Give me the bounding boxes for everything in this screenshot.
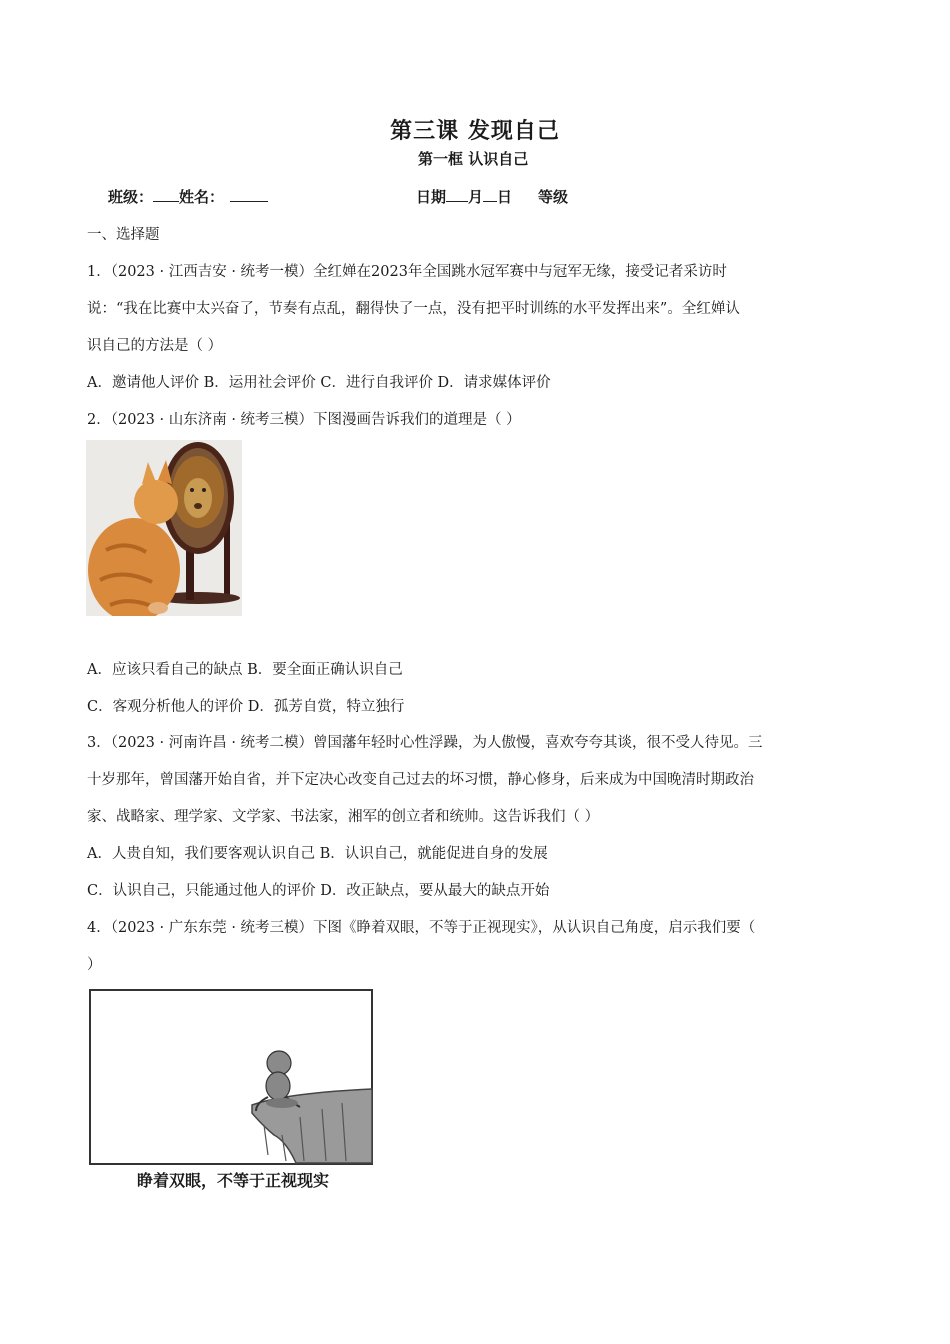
student-info — [108, 186, 268, 207]
q4-line-1: 4．（2023 · 广东东莞 · 统考三模）下图《睁着双眼，不等于正视现实》，从认识自己角度，启示我们要（ — [87, 920, 756, 936]
q4-line-2: ） — [87, 957, 102, 973]
class-label: 班级： — [108, 188, 154, 206]
q1-line-3: 识自己的方法是（ ） — [87, 338, 223, 354]
q1-options: A．邀请他人评价 B．运用社会评价 C．进行自我评价 D．请求媒体评价 — [87, 375, 551, 391]
day-blank — [483, 189, 497, 202]
date-info — [416, 186, 568, 207]
q3-line-1: 3．（2023 · 河南许昌 · 统考二模）曾国藩年轻时心性浮躁，为人傲慢，喜欢夸夸其谈，很不受人待见。三 — [87, 735, 763, 751]
class-blank — [153, 189, 179, 202]
month-blank — [446, 189, 468, 202]
q3-line-2: 十岁那年，曾国藩开始自省，并下定决心改变自己过去的坏习惯，静心修身，后来成为中国晚清时期政治 — [87, 772, 754, 788]
page-title: 第三课 发现自己 — [390, 118, 560, 144]
q2-options-row-2: C．客观分析他人的评价 D．孤芳自赏，特立独行 — [87, 699, 405, 715]
grade-label: 等级 — [538, 188, 569, 206]
page-subtitle: 第一框 认识自己 — [418, 150, 529, 168]
q1-line-1: 1．（2023 · 江西吉安 · 统考一模）全红婵在2023年全国跳水冠军赛中与冠军无缘，接受记者采访时 — [87, 264, 727, 280]
q2-options-row-1: A．应该只看自己的缺点 B．要全面正确认识自己 — [87, 662, 403, 678]
q1-line-2: 说：“我在比赛中太兴奋了，节奏有点乱，翻得快了一点，没有把平时训练的水平发挥出来”。全红婵认 — [87, 301, 740, 317]
section-heading: 一、选择题 — [87, 227, 160, 243]
name-blank — [230, 189, 268, 202]
day-label: 日 — [497, 188, 513, 206]
cartoon-cliff-image — [86, 985, 380, 1193]
q3-line-3: 家、战略家、理学家、文学家、书法家，湘军的创立者和统帅。这告诉我们（ ） — [87, 809, 600, 825]
cartoon-caption: 睁着双眼，不等于正视现实 — [136, 1171, 329, 1190]
name-label: 姓名： — [179, 188, 225, 206]
q3-options-row-2: C．认识自己，只能通过他人的评价 D．改正缺点，要从最大的缺点开始 — [87, 883, 550, 899]
cat-mirror-lion-image — [86, 440, 242, 616]
q3-options-row-1: A．人贵自知，我们要客观认识自己 B．认识自己，就能促进自身的发展 — [87, 846, 548, 862]
month-label: 月 — [468, 188, 484, 206]
date-label: 日期 — [416, 188, 447, 206]
q2-line-1: 2．（2023 · 山东济南 · 统考三模）下图漫画告诉我们的道理是（ ） — [87, 412, 521, 428]
